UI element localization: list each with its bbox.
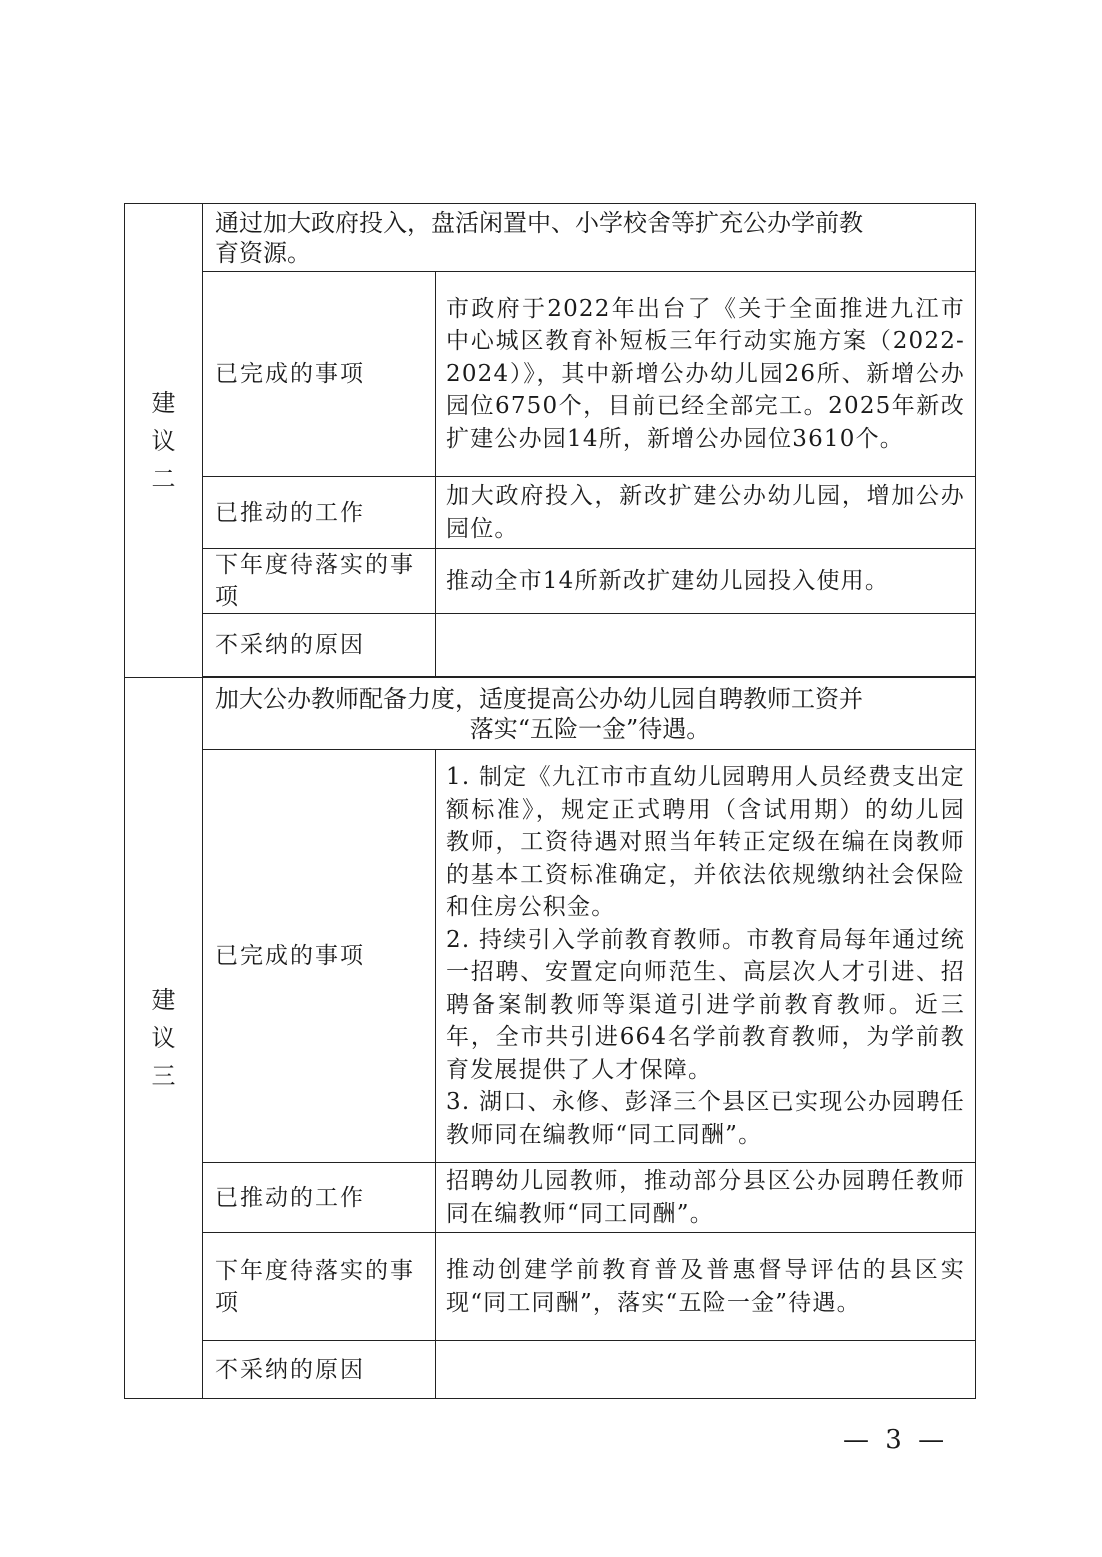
table-row [125,272,976,477]
row-content-promoted: 招聘幼儿园教师，推动部分县区公办园聘任教师同在编教师“同工同酬”。 [436,1163,976,1233]
row-label-rejected-reason: 不采纳的原因 [203,1341,436,1399]
row-content-rejected-reason [436,614,976,677]
row-label-next-year: 下年度待落实的事项 [203,1233,436,1341]
section-3-label-char: 建 [151,986,176,1014]
section-2-label-char: 建 [151,388,176,417]
completed-item-3: 3. 湖口、永修、彭泽三个县区已实现公办园聘任教师同在编教师“同工同酬”。 [446,1089,965,1148]
section-3-label-char: 三 [151,1062,176,1090]
row-content-rejected-reason [436,1341,976,1399]
table-row [125,614,976,677]
table-row [125,549,976,614]
section-2-heading-line1: 通过加大政府投入，盘活闲置中、小学校舍等扩充公办学前教 [215,208,863,237]
completed-item-2: 2. 持续引入学前教育教师。市教育局每年通过统一招聘、安置定向师范生、高层次人才引进、招聘备案制教师等渠道引进学前教育教师。近三年，全市共引进664名学前教育教师，为学前教育发展提供了人才保障。 [446,926,965,1083]
row-label-next-year: 下年度待落实的事项 [203,549,436,614]
table-row [125,1163,976,1233]
section-2-label-char: 二 [151,464,176,493]
table-row [125,750,976,1163]
row-content-completed: 市政府于2022年出台了《关于全面推进九江市中心城区教育补短板三年行动实施方案（2022-2024）》，其中新增公办幼儿园26所、新增公办园位6750个，目前已经全部完工。2025年新改扩建公办园14所，新增公办园位3610个。 [436,272,976,477]
section-2-label [125,204,203,678]
section-3-heading-line1: 加大公办教师配备力度，适度提高公办幼儿园自聘教师工资并 [215,684,863,713]
table-row [125,1233,976,1341]
row-content-promoted: 加大政府投入，新改扩建公办幼儿园，增加公办园位。 [436,477,976,549]
row-label-completed: 已完成的事项 [203,750,436,1163]
section-3-heading-line2: 落实“五险一金”待遇。 [469,714,711,743]
row-label-promoted: 已推动的工作 [203,1163,436,1233]
section-3-heading-row [125,678,976,750]
row-content-next-year: 推动全市14所新改扩建幼儿园投入使用。 [436,549,976,614]
section-2-label-char: 议 [151,426,176,455]
row-label-rejected-reason: 不采纳的原因 [203,614,436,677]
section-3-heading [203,678,976,750]
row-content-next-year: 推动创建学前教育普及普惠督导评估的县区实现“同工同酬”，落实“五险一金”待遇。 [436,1233,976,1341]
completed-item-1: 1. 制定《九江市市直幼儿园聘用人员经费支出定额标准》，规定正式聘用（含试用期）的幼儿园教师，工资待遇对照当年转正定级在编在岗教师的基本工资标准确定，并依法依规缴纳社会保险和住房公积金。 [446,764,965,920]
section-2-heading-line2: 育资源。 [215,238,311,267]
proposal-table [124,203,976,1399]
table-row [125,477,976,549]
row-label-promoted: 已推动的工作 [203,477,436,549]
table-row [125,1341,976,1399]
section-2-heading [203,204,976,272]
section-3-label [125,678,203,1399]
row-content-completed [436,750,976,1163]
page-number: — 3 — [843,1425,949,1455]
row-label-completed: 已完成的事项 [203,272,436,477]
section-2-heading-row [125,204,976,272]
section-3-label-char: 议 [151,1024,176,1052]
